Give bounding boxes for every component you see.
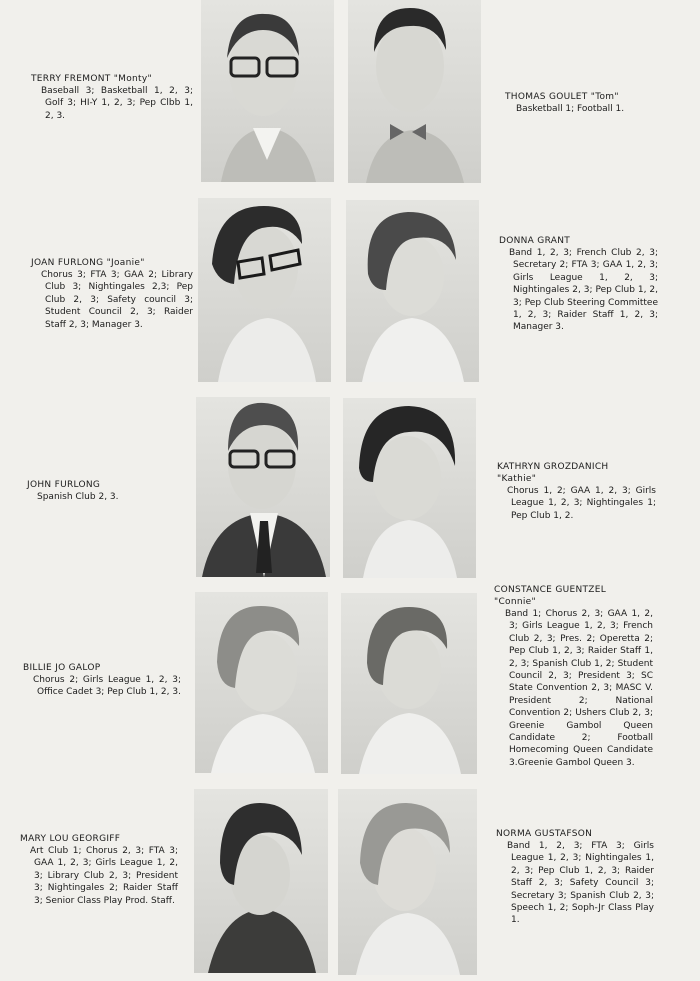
student-activities-john-furlong: Spanish Club 2, 3. <box>37 492 119 502</box>
portrait-terry-fremont <box>201 0 334 182</box>
student-name-thomas-goulet: THOMAS GOULET "Tom" <box>505 92 619 102</box>
portrait-mary-lou-georgiff <box>194 789 328 973</box>
student-activities-norma-gustafson: Band 1, 2, 3; FTA 3; Girls League 1, 2, 3; Nightingales 1, 2, 3; Pep Club 1, 2, 3; Raider Staff 2, 3; Safety Council 3; Secretary 3; Spanish Club 2, 3; Speech 1, 2; Soph-Jr Class Play 1. <box>507 841 654 926</box>
portrait-donna-grant <box>346 200 479 382</box>
student-activities-mary-lou-georgiff: Art Club 1; Chorus 2, 3; FTA 3; GAA 1, 2, 3; Girls League 1, 2, 3; Library Club 2, 3; President 3; Nightingales 2; Raider Staff 3; Senior Class Play Prod. Staff. <box>30 846 178 906</box>
student-name-terry-fremont: TERRY FREMONT "Monty" <box>31 74 152 84</box>
portrait-kathryn-grozdanich <box>343 398 476 578</box>
student-activities-kathryn-grozdanich: Chorus 1, 2; GAA 1, 2, 3; Girls League 1, 2, 3; Nightingales 1; Pep Club 1, 2. <box>507 486 656 521</box>
portrait-billie-jo-galop <box>195 592 328 773</box>
student-nickname-kathryn-grozdanich: "Kathie" <box>497 474 537 484</box>
student-name-constance-guentzel: CONSTANCE GUENTZEL <box>494 585 607 595</box>
student-activities-terry-fremont: Baseball 3; Basketball 1, 2, 3; Golf 3; HI-Y 1, 2, 3; Pep Clbb 1, 2, 3. <box>41 86 193 121</box>
student-name-kathryn-grozdanich: KATHRYN GROZDANICH <box>497 462 609 472</box>
student-activities-joan-furlong: Chorus 3; FTA 3; GAA 2; Library Club 3; Nightingales 2,3; Pep Club 2, 3; Safety council 3; Student Council 2, 3; Raider Staff 2, 3; Manager 3. <box>41 270 193 330</box>
student-name-joan-furlong: JOAN FURLONG "Joanie" <box>31 258 145 268</box>
portrait-constance-guentzel <box>341 593 477 774</box>
student-nickname-constance-guentzel: "Connie" <box>494 597 536 607</box>
student-name-donna-grant: DONNA GRANT <box>499 236 571 246</box>
student-name-mary-lou-georgiff: MARY LOU GEORGIFF <box>20 834 121 844</box>
student-activities-thomas-goulet: Basketball 1; Football 1. <box>516 104 625 114</box>
portrait-john-furlong <box>196 397 330 577</box>
student-name-billie-jo-galop: BILLIE JO GALOP <box>23 663 101 673</box>
portrait-norma-gustafson <box>338 789 477 975</box>
student-activities-constance-guentzel: Band 1; Chorus 2, 3; GAA 1, 2, 3; Girls League 1, 2, 3; French Club 2, 3; Pres. 2; Operetta 2; Pep Club 1, 2, 3; Raider Staff 1, 2, 3; Spanish Club 1, 2; Student Council 2, 3; President 3; SC State Convention 2, 3; MASC V. President 2; National Convention 2; Ushers Club 2, 3; Greenie Gambol Queen Candidate 2; Football Homecoming Queen Candidate 3.Greenie Gambol Queen 3. <box>505 609 653 768</box>
portrait-joan-furlong <box>198 198 331 382</box>
student-activities-donna-grant: Band 1, 2, 3; French Club 2, 3; Secretary 2; FTA 3; GAA 1, 2, 3; Girls League 1, 2, 3; Nightingales 2, 3; Pep Club 1, 2, 3; Pep Club Steering Committee 1, 2, 3; Raider Staff 1, 2, 3; Manager 3. <box>509 248 658 333</box>
student-name-john-furlong: JOHN FURLONG <box>27 480 101 490</box>
portrait-thomas-goulet <box>348 0 481 183</box>
student-name-norma-gustafson: NORMA GUSTAFSON <box>496 829 593 839</box>
student-activities-billie-jo-galop: Chorus 2; Girls League 1, 2, 3; Office Cadet 3; Pep Club 1, 2, 3. <box>33 675 181 698</box>
